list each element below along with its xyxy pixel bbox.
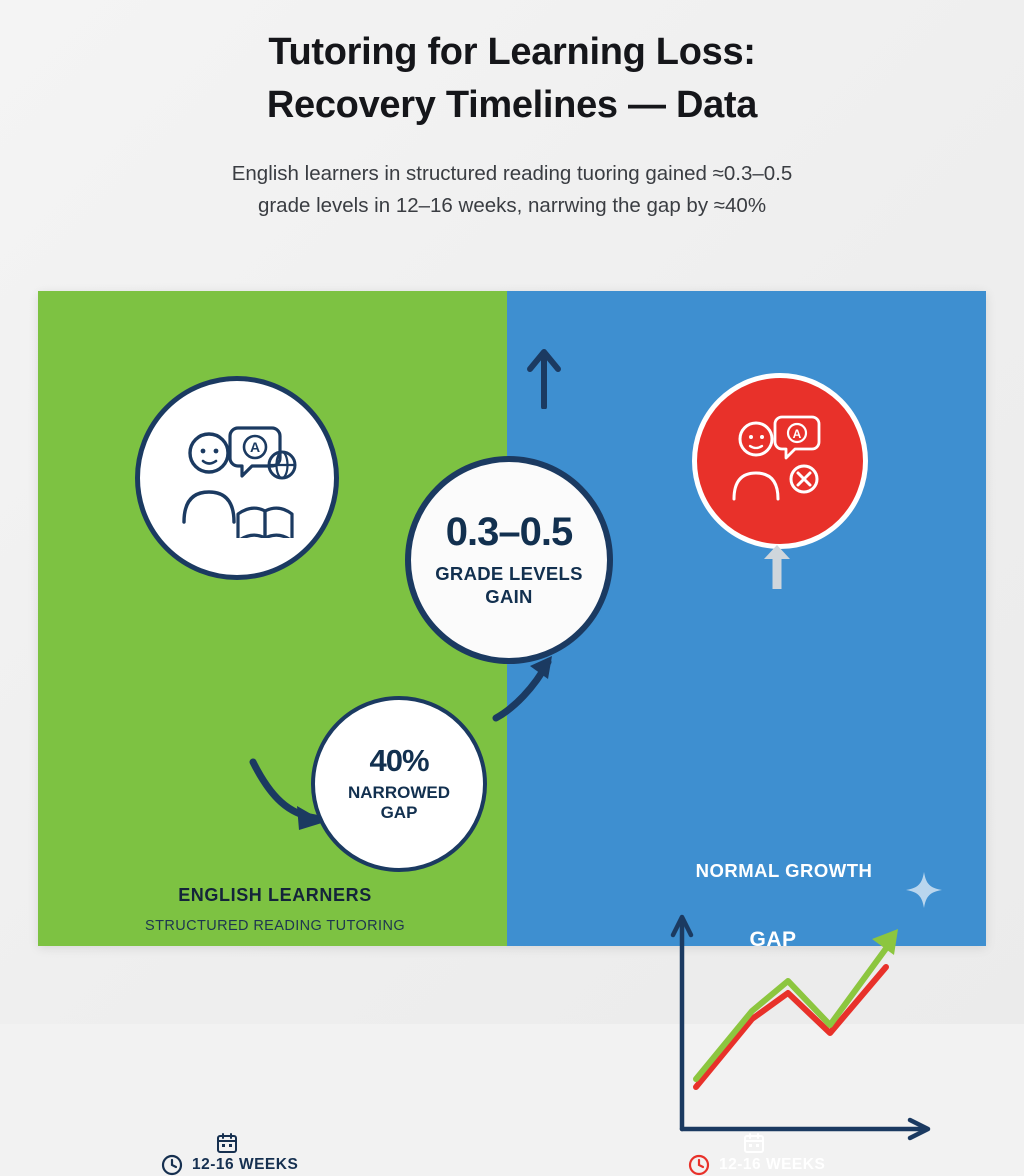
clock-icon [688, 1154, 710, 1176]
narrowed-gap-caption-line2: GAP [380, 803, 418, 822]
arrow-up-icon [524, 347, 564, 409]
english-learner-icon-badge [135, 376, 339, 580]
calendar-icon [216, 1132, 238, 1154]
student-speech-error-icon [724, 413, 836, 509]
panel-right-footer [688, 1154, 825, 1176]
growth-gap-line-chart [660, 899, 950, 1149]
student-speech-book-icon [172, 418, 302, 538]
page-title [132, 26, 892, 132]
panel-left-headline: ENGLISH LEARNERS [178, 885, 372, 905]
panel-left-footer [161, 1154, 298, 1176]
learning-gap-icon-badge [692, 373, 868, 549]
header [0, 26, 1024, 221]
normal-growth-label: NORMAL GROWTH [695, 860, 873, 881]
grade-level-gain-badge [405, 456, 613, 664]
page-subtitle [117, 158, 907, 220]
grade-level-gain-caption-line1: GRADE LEVELS [435, 562, 583, 584]
svg-text:A: A [792, 427, 802, 441]
page-subtitle-line1: English learners in structured reading tuoring gained ≈0.3–0.5 [231, 162, 793, 186]
narrowed-gap-caption [348, 783, 450, 824]
narrowed-gap-value: 40% [369, 742, 429, 778]
gap-label: GAP [749, 928, 797, 951]
page-title-line1: Tutoring for Learning Loss: [268, 31, 756, 73]
series-normal-growth [696, 943, 890, 1079]
panel-right-footer-label: 12-16 WEEKS [719, 1156, 826, 1173]
panel-left-subhead: STRUCTURED READING TUTORING [145, 918, 405, 934]
page-title-line2: Recovery Timelines — Data [266, 84, 758, 127]
narrowed-gap-caption-line1: NARROWED [348, 782, 450, 802]
grade-level-gain-value: 0.3–0.5 [445, 509, 573, 554]
arrow-up-small-icon [762, 543, 792, 591]
grade-level-gain-caption-line2: GAIN [485, 586, 533, 607]
svg-text:A: A [249, 439, 261, 455]
sparkle-icon [904, 870, 944, 910]
page-subtitle-line2: grade levels in 12–16 weeks, narrwing the gap by ≈40% [257, 193, 767, 217]
narrowed-gap-badge [311, 696, 487, 872]
grade-level-gain-caption [435, 562, 583, 608]
clock-icon [161, 1154, 183, 1176]
panel-left-footer-label: 12-16 WEEKS [192, 1156, 299, 1173]
calendar-icon [743, 1132, 765, 1154]
comparison-board [38, 291, 986, 1173]
